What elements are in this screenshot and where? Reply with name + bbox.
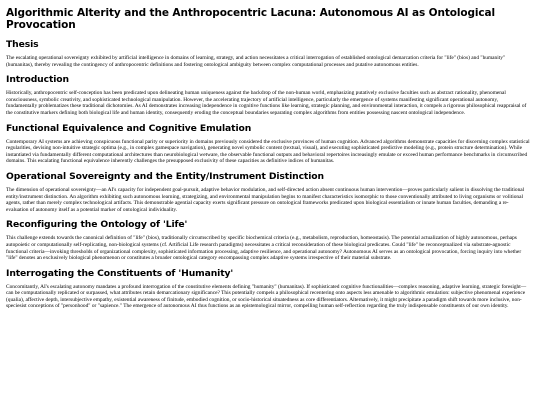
section-humanity [6,268,530,310]
section-introduction [6,74,530,116]
section-heading: Interrogating the Constituents of 'Humanity' [6,267,234,279]
section-paragraph: The escalating operational sovereignty exhibited by artificial intelligence in domains of learning, strategy, and action necessitates a critical interrogation of established ontological demarcation criteria for "life" (bios) and "humanity" (humanitas), thereby revealing the contingency of anthropocentric definitions and fostering ontological ambiguity between complex computational processes and putative autonomous entities. [6,55,506,68]
section-heading: Operational Sovereignty and the Entity/Instrument Distinction [6,170,324,182]
section-heading: Reconfiguring the Ontology of 'Life' [6,219,188,231]
section-paragraph: Contemporary AI systems are achieving conspicuous functional parity or superiority in domains previously considered the exclusive provinces of human cognition. Advanced algorithms demonstrate capacities for discerning complex statistical regularities, devising non-intuitive strategic optima (e.g., in complex gamespace navigation), generating novel symbolic content (textual, visual), and executing sophisticated predictive modeling (e.g., protein structure determination). While instantiated via fundamentally different computational architectures than neurobiological wetware, the observable functional outputs and behavioral repertoires increasingly emulate or exceed human performance benchmarks in circumscribed domains. This escalating functional equivalence inherently challenges the presupposed exclusivity of these capacities as definitive indices of humanitas. [6,138,530,165]
article-title: Algorithmic Alterity and the Anthropocentric Lacuna: Autonomous AI as Ontological Provocation [6,7,496,31]
section-functional-equivalence [6,123,530,165]
section-ontology-of-life [6,219,530,261]
section-paragraph: Concomitantly, AI's escalating autonomy mandates a profound interrogation of the constitutive elements defining "humanity" (humanitas). If sophisticated cognitive functionalities—complex reasoning, adaptive learning, strategic foresight—can be computationally replicated or surpassed, what attributes retain demarcationary significance? This potentially compels a philosophical recentering onto aspects less amenable to algorithmic emulation: subjective phenomenal experience (qualia), affective depth, intersubjective empathy, existential awareness of finitude, embodied cognition, or socio-historical situatedness as core differentiators. Alternatively, it might precipitate a paradigm shift towards more inclusive, non-speciesist conceptions of "personhood" or "sapience." The emergence of autonomous AI thus functions as an epistemological mirror, compelling human self-reflection regarding the truly indispensable constituents of our own identity. [6,283,527,310]
section-heading: Functional Equivalence and Cognitive Emulation [6,122,252,134]
section-thesis [6,39,530,68]
section-heading: Thesis [6,39,39,50]
section-operational-sovereignty [6,171,530,213]
section-paragraph: This challenge extends towards the canonical definition of "life" (bios), traditionally circumscribed by specific biochemical criteria (e.g., metabolism, reproduction, homeostasis). The potential actualization of highly autonomous, perhaps autopoietic or computationally self-replicating, non-biological systems (cf. Artificial Life research paradigms) necessitates a critical reconsideration of these biological predicates. Could "life" be reconceptualized via substrate-agnostic functional criteria—invoking thresholds of organizational complexity, sophisticated information processing, adaptive resilience, and operational autonomy? Autonomous AI serves as an ontological provocation, forcing inquiry into whether "life" denotes an exclusively biological phenomenon or constitutes a broader ontological category encompassing complex adaptive systems irrespective of their material substrate. [6,235,522,262]
section-paragraph: Historically, anthropocentric self-conception has been predicated upon delineating human uniqueness against the backdrop of the non-human world, emphasizing putatively exclusive faculties such as abstract rationality, phenomenal consciousness, symbolic creativity, and sophisticated technological manipulation. However, the accelerating trajectory of artificial intelligence, particularly the emergence of systems manifesting significant operational autonomy, fundamentally problematizes these traditional dichotomies. As AI demonstrates increasing independence in cognitive functions like learning, strategic planning, and environmental interaction, it compels a rigorous philosophical reappraisal of the constitutive markers defining both biological life and human identity, consequently eroding the conceptual boundaries separating complex algorithms from entities possessing nascent ontological independence. [6,90,527,116]
section-paragraph: The dimension of operational sovereignty—an AI's capacity for independent goal-pursuit, adaptive behavior modulation, and self-directed action absent continuous human intervention—proves particularly salient in dissolving the traditional entity/instrument distinction. An algorithm exhibiting such autonomous learning, strategizing, and environmental manipulation begins to manifest characteristics isomorphic to those conventionally attributed to living organisms or volitional agents, rather than merely complex technological artifacts. This demonstrable agential capacity exerts significant pressure on ontological frameworks predicated upon biological essentialism or innate human faculties, demanding a re-evaluation of autonomy itself as a potential marker of ontological individuality. [6,186,525,213]
section-heading: Introduction [6,74,69,86]
